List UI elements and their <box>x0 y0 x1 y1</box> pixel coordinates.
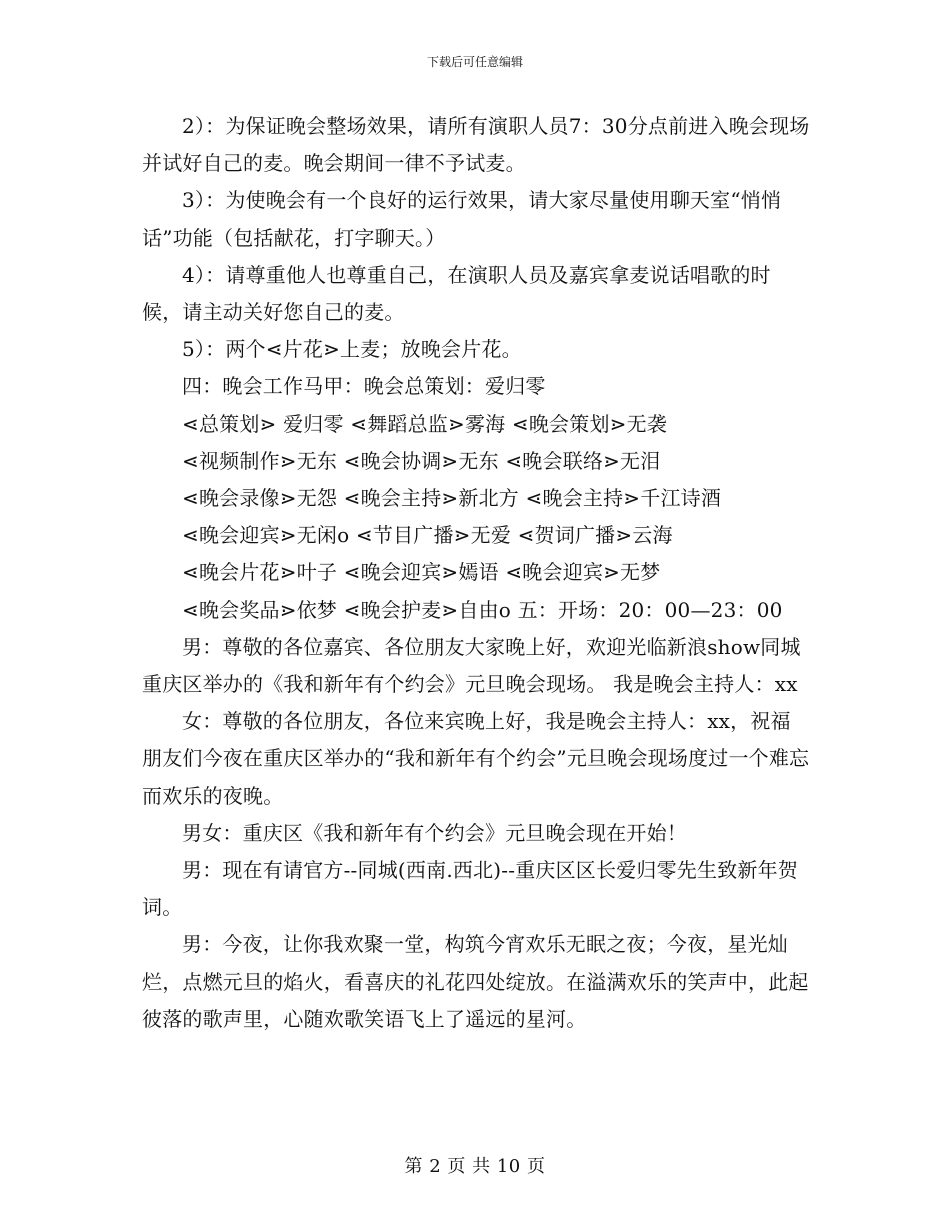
paragraph: 男：尊敬的各位嘉宾、各位朋友大家晚上好，欢迎光临新浪show同城重庆区举办的《我和新年有个约会》元旦晚会现场。 我是晚会主持人：xx <box>142 634 801 697</box>
page-header: 下载后可任意编辑 <box>426 55 523 69</box>
paragraph: 女：尊敬的各位朋友，各位来宾晚上好，我是晚会主持人：xx，祝福朋友们今夜在重庆区举办的“我和新年有个约会”元旦晚会现场度过一个难忘而欢乐的夜晚。 <box>142 709 810 808</box>
staff-list-line: ⋖晚会奖品⋗依梦 ⋖晚会护麦⋗自由o 五：开场：20：00—23：00 <box>182 597 783 622</box>
staff-list-line: ⋖晚会录像⋗无怨 ⋖晚会主持⋗新北方 ⋖晚会主持⋗千江诗酒 <box>182 486 722 511</box>
paragraph: 四：晚会工作马甲：晚会总策划：爱归零 <box>182 374 546 399</box>
staff-list-line: ⋖视频制作⋗无东 ⋖晚会协调⋗无东 ⋖晚会联络⋗无泪 <box>182 448 661 473</box>
staff-list-line: ⋖晚会片花⋗叶子 ⋖晚会迎宾⋗嫣语 ⋖晚会迎宾⋗无梦 <box>182 560 661 585</box>
staff-list-line: ⋖晚会迎宾⋗无闲o ⋖节目广播⋗无爱 ⋖贺词广播⋗云海 <box>182 523 673 548</box>
paragraph: 4）：请尊重他人也尊重自己，在演职人员及嘉宾拿麦说话唱歌的时候，请主动关好您自己的麦。 <box>142 262 771 325</box>
paragraph: 2）：为保证晚会整场效果，请所有演职人员7：30分点前进入晚会现场并试好自己的麦。晚会期间一律不予试麦。 <box>142 114 810 176</box>
paragraph: 男：今夜，让你我欢聚一堂，构筑今宵欢乐无眠之夜；今夜，星光灿烂，点燃元旦的焰火，看喜庆的礼花四处绽放。在溢满欢乐的笑声中，此起彼落的歌声里，心随欢歌笑语飞上了遥远的星河。 <box>142 932 809 1031</box>
staff-list-line: ⋖总策划⋗ 爱归零 ⋖舞蹈总监⋗雾海 ⋖晚会策划⋗无袭 <box>182 411 668 436</box>
paragraph: 3）：为使晚会有一个良好的运行效果，请大家尽量使用聊天室“悄悄话”功能（包括献花，打字聊天。） <box>142 188 782 250</box>
paragraph: 5）：两个⋖片花⋗上麦；放晚会片花。 <box>182 337 522 362</box>
document-body <box>142 108 810 1038</box>
paragraph: 男：现在有请官方--同城(西南.西北)--重庆区区长爱归零先生致新年贺词。 <box>142 858 798 920</box>
paragraph: 男女：重庆区《我和新年有个约会》元旦晚会现在开始！ <box>182 820 687 845</box>
page-footer: 第 2 页 共 10 页 <box>404 1156 546 1177</box>
